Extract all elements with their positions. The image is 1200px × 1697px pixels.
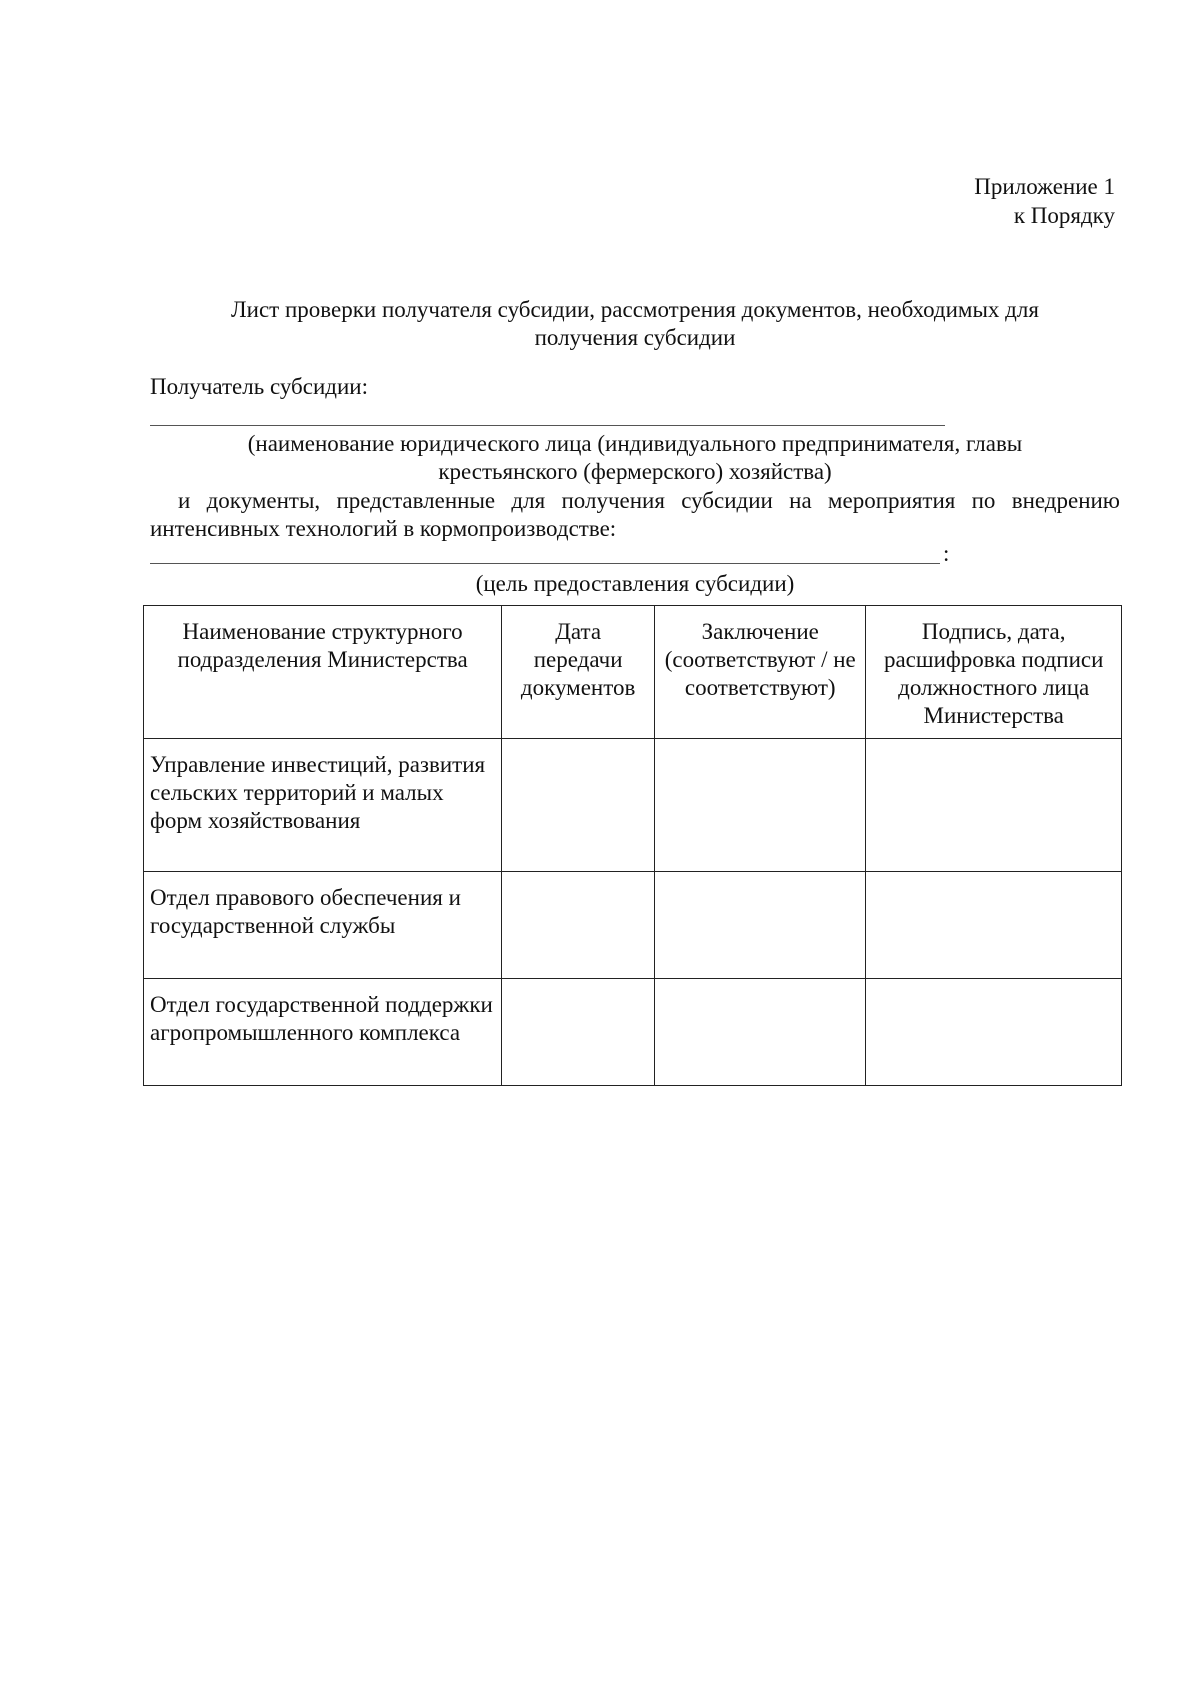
purpose-caption: (цель предоставления субсидии) [475,571,795,596]
header-conclusion: Заключение (соответствуют / не соответствуют) [655,606,866,739]
table-row [144,979,1122,1086]
appendix-number: Приложение 1 [974,174,1115,199]
recipient-caption-line2: крестьянского (фермерского) хозяйства) [438,459,832,484]
date-cell[interactable] [502,739,655,872]
header-date: Дата передачи документов [502,606,655,739]
appendix-reference [974,172,1115,230]
recipient-name-line [150,425,945,426]
date-cell[interactable] [502,979,655,1086]
purpose-line [150,563,940,564]
conclusion-cell[interactable] [655,979,866,1086]
recipient-caption-line1: (наименование юридического лица (индивидуального предпринимателя, главы [247,431,1023,456]
signature-cell[interactable] [866,872,1122,979]
department-cell: Отдел государственной поддержки агропромышленного комплекса [144,979,502,1086]
conclusion-cell[interactable] [655,872,866,979]
conclusion-cell[interactable] [655,739,866,872]
document-title-line1: Лист проверки получателя субсидии, рассмотрения документов, необходимых для [231,297,1039,322]
recipient-name-caption [150,430,1120,486]
document-title-line2: получения субсидии [534,325,736,350]
check-table [143,605,1122,1086]
department-cell: Управление инвестиций, развития сельских территорий и малых форм хозяйствования [144,739,502,872]
header-signature: Подпись, дата, расшифровка подписи должностного лица Министерства [866,606,1122,739]
signature-cell[interactable] [866,739,1122,872]
recipient-label: Получатель субсидии: [150,374,368,399]
table-header-row [144,606,1122,739]
table-row [144,872,1122,979]
documents-paragraph: и документы, представленные для получения субсидии на мероприятия по внедрению интенсивных технологий в кормопроизводстве: [150,488,1120,541]
document-title [150,296,1120,352]
header-department: Наименование структурного подразделения Министерства [144,606,502,739]
appendix-order-ref: к Порядку [1013,203,1115,228]
purpose-line-colon: : [943,541,950,566]
table-row [144,739,1122,872]
signature-cell[interactable] [866,979,1122,1086]
date-cell[interactable] [502,872,655,979]
department-cell: Отдел правового обеспечения и государственной службы [144,872,502,979]
